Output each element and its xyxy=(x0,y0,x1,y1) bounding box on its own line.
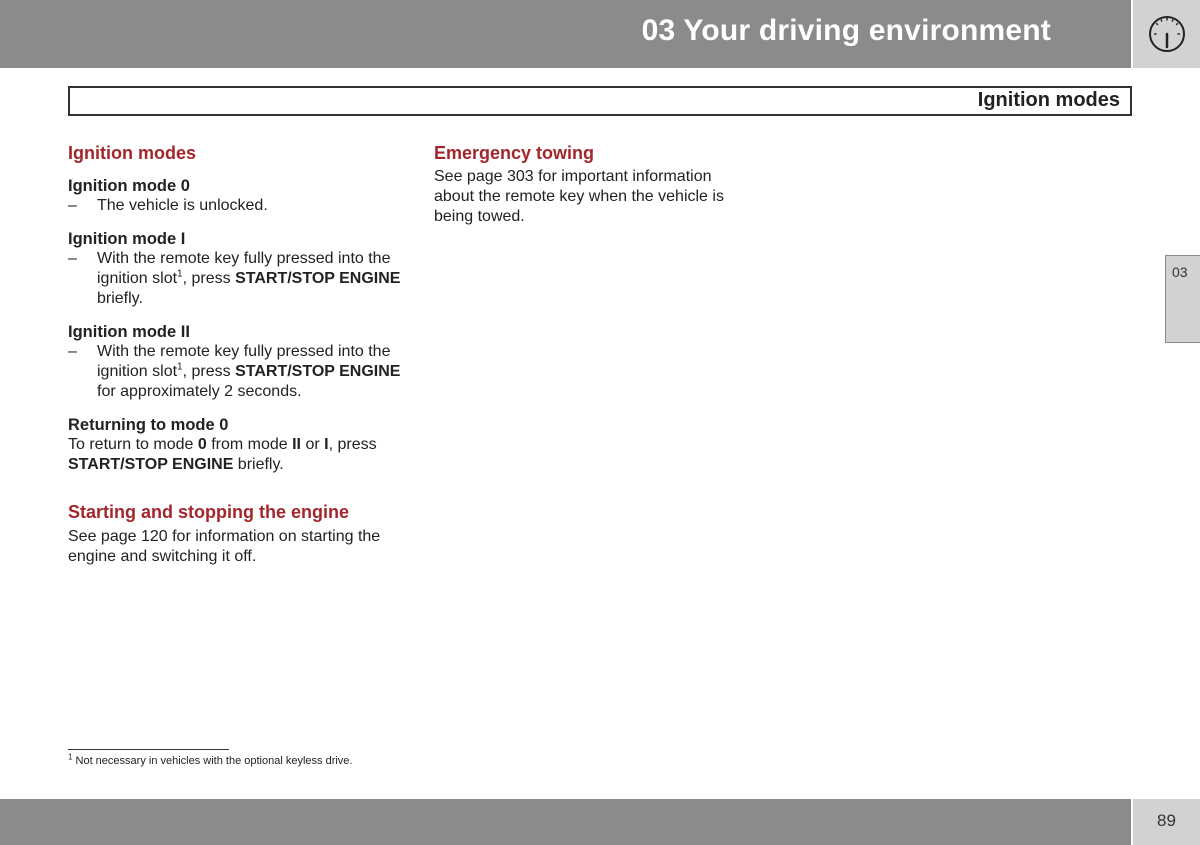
ignition-mode-0-block xyxy=(68,176,403,216)
mode-i-label: I xyxy=(324,436,329,453)
list-dash: – xyxy=(68,250,77,267)
footnote-ref: 1 xyxy=(177,361,183,373)
returning-text-4: , press xyxy=(328,436,377,453)
returning-block xyxy=(68,415,403,475)
starting-block xyxy=(68,501,403,567)
footnote-divider xyxy=(68,749,229,750)
returning-text-3: or xyxy=(301,436,325,453)
starting-heading: Starting and stopping the engine xyxy=(68,502,349,522)
list-dash: – xyxy=(68,343,77,360)
ignition-mode-0-title: Ignition mode 0 xyxy=(68,177,190,195)
returning-text-1: To return to mode xyxy=(68,436,198,453)
start-stop-engine-label: START/STOP ENGINE xyxy=(235,363,401,380)
ignition-mode-1-text-c: briefly. xyxy=(97,290,143,307)
page-number-box xyxy=(1133,799,1200,845)
footnote-ref: 1 xyxy=(177,268,183,280)
footnote-number: 1 xyxy=(68,752,73,762)
page-number: 89 xyxy=(1157,811,1176,830)
mode-ii-label: II xyxy=(292,436,301,453)
ignition-mode-2-text-a: With the remote key fully pressed into the ignition slot xyxy=(97,343,391,380)
list-dash: – xyxy=(68,197,77,214)
ignition-mode-1-text-a: With the remote key fully pressed into the ignition slot xyxy=(97,250,391,287)
right-column xyxy=(434,142,744,227)
ignition-mode-2-title: Ignition mode II xyxy=(68,323,190,341)
emergency-towing-text: See page 303 for important information about the remote key when the vehicle is being towed. xyxy=(434,168,724,225)
ignition-mode-2-item xyxy=(68,342,403,402)
starting-text: See page 120 for information on starting the engine and switching it off. xyxy=(68,528,381,565)
returning-text-5: briefly. xyxy=(233,456,284,473)
mode-0-label: 0 xyxy=(197,436,207,453)
chapter-side-tab-label: 03 xyxy=(1172,264,1188,280)
start-stop-engine-label: START/STOP ENGINE xyxy=(68,456,234,473)
chapter-side-tab xyxy=(1165,255,1200,343)
speedometer-gauge-icon xyxy=(1147,14,1187,54)
ignition-mode-1-title: Ignition mode I xyxy=(68,230,186,248)
ignition-mode-1-item xyxy=(68,249,403,309)
ignition-mode-0-item xyxy=(68,196,403,216)
start-stop-engine-label: START/STOP ENGINE xyxy=(235,270,401,287)
ignition-mode-1-block xyxy=(68,229,403,309)
ignition-mode-2-block xyxy=(68,322,403,402)
ignition-mode-2-text-b: , press xyxy=(182,363,236,380)
section-title: Ignition modes xyxy=(977,89,1120,111)
emergency-towing-heading: Emergency towing xyxy=(434,143,595,163)
returning-title: Returning to mode 0 xyxy=(68,416,229,434)
chapter-icon-box xyxy=(1133,0,1200,68)
footnote-text: Not necessary in vehicles with the optional keyless drive. xyxy=(72,755,353,767)
chapter-title: 03 Your driving environment xyxy=(641,14,1051,47)
ignition-mode-2-text-c: for approximately 2 seconds. xyxy=(97,383,302,400)
left-column xyxy=(68,142,403,567)
returning-text-2: from mode xyxy=(206,436,293,453)
footer-bar xyxy=(0,799,1131,845)
chapter-header-bar xyxy=(0,0,1131,68)
returning-text xyxy=(68,435,403,475)
ignition-mode-0-text: The vehicle is unlocked. xyxy=(97,197,268,214)
ignition-mode-1-text-b: , press xyxy=(182,270,236,287)
ignition-modes-heading: Ignition modes xyxy=(68,143,196,163)
section-title-box xyxy=(68,86,1132,116)
footnote xyxy=(68,752,353,767)
